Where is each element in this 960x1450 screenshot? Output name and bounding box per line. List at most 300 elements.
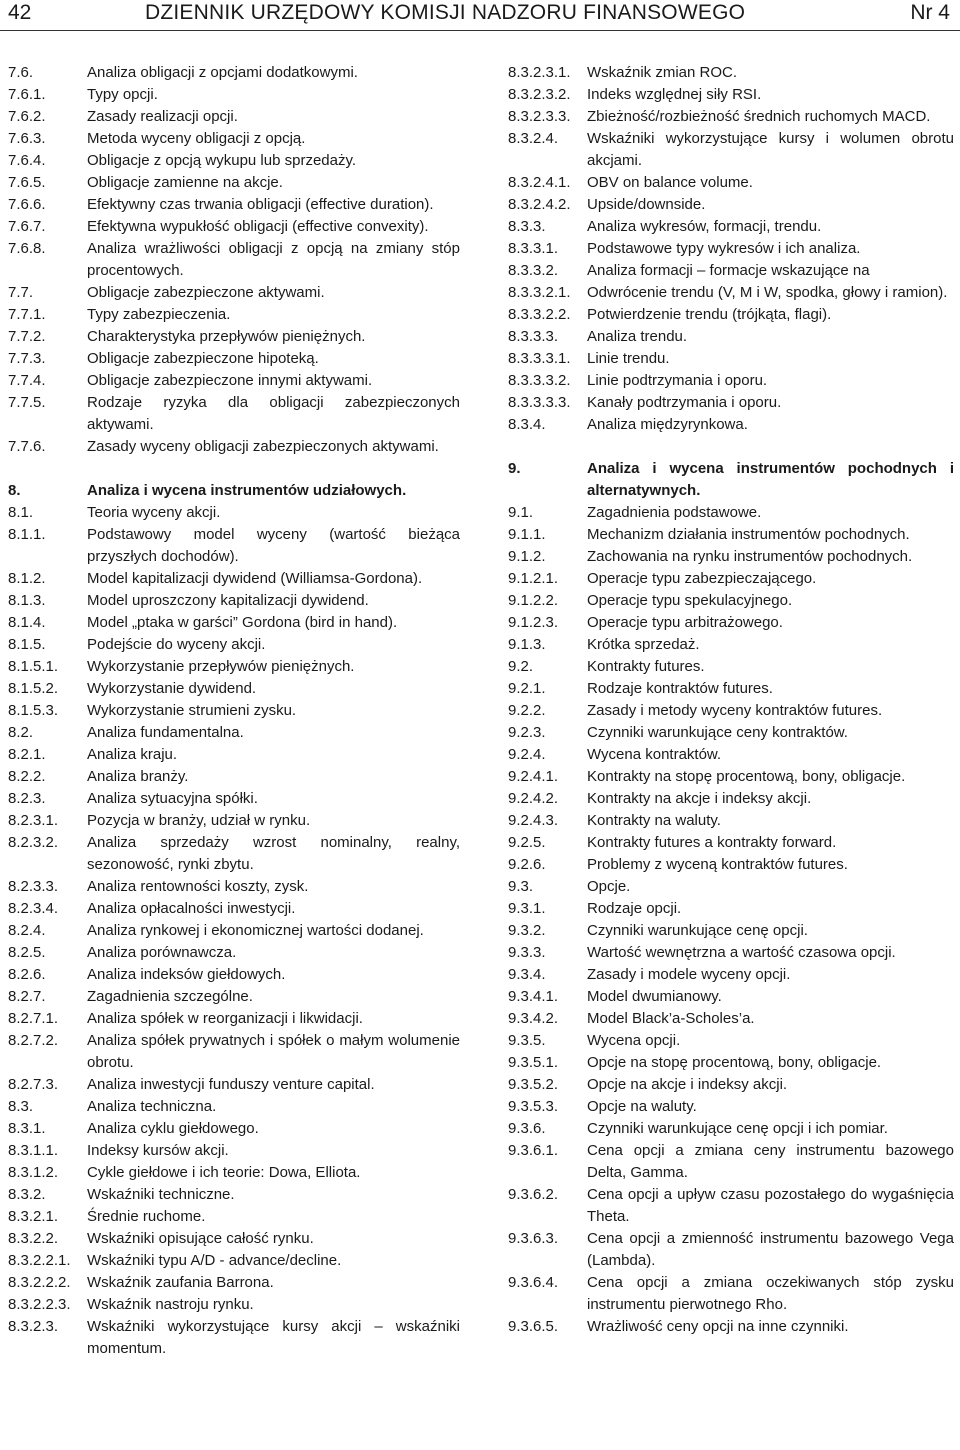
- item-text: Zagadnienia szczególne.: [87, 988, 253, 1005]
- item-text: Model kapitalizacji dywidend (Williamsa-Gordona).: [87, 570, 423, 587]
- item-text: Kontrakty na stopę procentową, bony, obligacje.: [587, 768, 906, 785]
- outline-item: [8, 832, 460, 876]
- item-text: Indeksy kursów akcji.: [87, 1142, 229, 1159]
- outline-item: [8, 62, 460, 84]
- outline-item: [8, 304, 460, 326]
- item-text: Krótka sprzedaż.: [587, 636, 700, 653]
- item-number: 8.3.2.2.2.: [8, 1274, 71, 1291]
- item-number: 9.3.5.: [508, 1032, 546, 1049]
- item-number: 8.3.3.2.2.: [508, 306, 571, 323]
- item-number: 9.2.4.3.: [508, 812, 559, 829]
- item-text: Analiza międzyrynkowa.: [587, 416, 748, 433]
- item-text: Analiza i wycena instrumentów pochodnych i alternatywnych.: [587, 460, 954, 499]
- item-text: Wskaźnik zmian ROC.: [587, 64, 738, 81]
- item-text: Czynniki warunkujące cenę opcji i ich pomiar.: [587, 1120, 888, 1137]
- outline-item: [8, 370, 460, 392]
- outline-item: [508, 194, 954, 216]
- outline-item: [8, 172, 460, 194]
- item-number: 8.3.2.4.: [508, 130, 559, 147]
- item-number: 8.1.5.1.: [8, 658, 59, 675]
- outline-item: [8, 282, 460, 304]
- item-text: Linie podtrzymania i oporu.: [587, 372, 768, 389]
- outline-item: [8, 1272, 460, 1294]
- page-header: [0, 0, 960, 34]
- item-number: 9.3.6.3.: [508, 1230, 559, 1247]
- item-text: Analiza formacji – formacje wskazujące na: [587, 262, 870, 279]
- outline-item: [508, 986, 954, 1008]
- item-text: Czynniki warunkujące cenę opcji.: [587, 922, 808, 939]
- outline-item: [8, 106, 460, 128]
- item-number: 8.3.3.2.1.: [508, 284, 571, 301]
- page-number: 42: [8, 1, 32, 24]
- item-text: Analiza cyklu giełdowego.: [87, 1120, 259, 1137]
- outline-item: [8, 1008, 460, 1030]
- outline-item: [508, 546, 954, 568]
- item-text: Wskaźniki opisujące całość rynku.: [87, 1230, 314, 1247]
- item-number: 8.3.3.3.: [508, 328, 559, 345]
- item-text: Potwierdzenie trendu (trójkąta, flagi).: [587, 306, 832, 323]
- item-number: 9.1.2.3.: [508, 614, 559, 631]
- item-text: Cena opcji a zmienność instrumentu bazowego Vega (Lambda).: [587, 1230, 954, 1269]
- item-text: Analiza indeksów giełdowych.: [87, 966, 286, 983]
- item-number: 8.2.7.3.: [8, 1076, 59, 1093]
- item-number: 8.2.3.2.: [8, 834, 59, 851]
- outline-item: [508, 1008, 954, 1030]
- outline-item: [508, 678, 954, 700]
- outline-item: [8, 810, 460, 832]
- item-text: Obligacje zabezpieczone hipoteką.: [87, 350, 319, 367]
- item-text: Rodzaje ryzyka dla obligacji zabezpieczonych aktywami.: [87, 394, 460, 433]
- item-number: 8.3.4.: [508, 416, 546, 433]
- outline-item: [8, 326, 460, 348]
- outline-item: [508, 854, 954, 876]
- item-number: 9.3.6.1.: [508, 1142, 559, 1159]
- item-number: 8.3.2.3.3.: [508, 108, 571, 125]
- item-text: Wrażliwość ceny opcji na inne czynniki.: [587, 1318, 849, 1335]
- item-number: 8.1.3.: [8, 592, 46, 609]
- item-number: 7.6.8.: [8, 240, 46, 257]
- item-number: 8.2.1.: [8, 746, 46, 763]
- item-number: 8.3.2.4.2.: [508, 196, 571, 213]
- item-number: 9.2.1.: [508, 680, 546, 697]
- item-text: Efektywna wypukłość obligacji (effective convexity).: [87, 218, 429, 235]
- outline-item: [508, 942, 954, 964]
- outline-item: [508, 1030, 954, 1052]
- item-text: Opcje na stopę procentową, bony, obligacje.: [587, 1054, 882, 1071]
- item-text: Kontrakty na waluty.: [587, 812, 721, 829]
- item-text: Obligacje z opcją wykupu lub sprzedaży.: [87, 152, 357, 169]
- item-number: 8.1.1.: [8, 526, 46, 543]
- item-text: Czynniki warunkujące ceny kontraktów.: [587, 724, 848, 741]
- item-text: Wykorzystanie dywidend.: [87, 680, 257, 697]
- item-number: 8.2.3.: [8, 790, 46, 807]
- item-text: Operacje typu arbitrażowego.: [587, 614, 783, 631]
- item-number: 8.3.1.1.: [8, 1142, 59, 1159]
- outline-item: [8, 612, 460, 634]
- outline-item: [508, 722, 954, 744]
- outline-item: [508, 590, 954, 612]
- item-number: 7.7.3.: [8, 350, 46, 367]
- item-text: Model dwumianowy.: [587, 988, 722, 1005]
- item-number: 8.3.2.3.: [8, 1318, 59, 1335]
- item-number: 8.3.3.3.2.: [508, 372, 571, 389]
- item-number: 8.1.5.: [8, 636, 46, 653]
- outline-item: [8, 128, 460, 150]
- item-text: Cena opcji a zmiana ceny instrumentu bazowego Delta, Gamma.: [587, 1142, 954, 1181]
- item-number: 9.3.4.1.: [508, 988, 559, 1005]
- item-number: 8.2.2.: [8, 768, 46, 785]
- issue-number: Nr 4: [910, 1, 950, 24]
- item-text: Zachowania na rynku instrumentów pochodnych.: [587, 548, 913, 565]
- outline-item: [508, 832, 954, 854]
- item-text: Analiza spółek w reorganizacji i likwidacji.: [87, 1010, 363, 1027]
- outline-item: [508, 612, 954, 634]
- item-number: 7.6.3.: [8, 130, 46, 147]
- outline-item: [8, 590, 460, 612]
- outline-item: [8, 876, 460, 898]
- outline-item: [508, 62, 954, 84]
- item-text: Analiza inwestycji funduszy venture capital.: [87, 1076, 375, 1093]
- outline-item: [508, 106, 954, 128]
- item-text: Kanały podtrzymania i oporu.: [587, 394, 782, 411]
- item-text: Odwrócenie trendu (V, M i W, spodka, głowy i ramion).: [587, 284, 948, 301]
- item-text: Analiza opłacalności inwestycji.: [87, 900, 296, 917]
- outline-item: [8, 898, 460, 920]
- item-number: 9.3.1.: [508, 900, 546, 917]
- outline-item: [508, 700, 954, 722]
- left-column: [8, 62, 460, 1360]
- item-number: 8.3.3.1.: [508, 240, 559, 257]
- item-number: 7.6.1.: [8, 86, 46, 103]
- item-text: Obligacje zabezpieczone innymi aktywami.: [87, 372, 373, 389]
- item-text: Wskaźniki wykorzystujące kursy akcji – wskaźniki momentum.: [87, 1318, 460, 1357]
- item-text: Podejście do wyceny akcji.: [87, 636, 266, 653]
- item-number: 7.7.2.: [8, 328, 46, 345]
- item-text: Pozycja w branży, udział w rynku.: [87, 812, 311, 829]
- item-text: Analiza sprzedaży wzrost nominalny, realny, sezonowość, rynki zbytu.: [87, 834, 460, 873]
- item-text: Indeks względnej siły RSI.: [587, 86, 762, 103]
- outline-item: [8, 1206, 460, 1228]
- item-number: 9.3.5.1.: [508, 1054, 559, 1071]
- item-number: 8.2.7.2.: [8, 1032, 59, 1049]
- outline-item: [8, 150, 460, 172]
- item-text: Typy opcji.: [87, 86, 158, 103]
- journal-title: DZIENNIK URZĘDOWY KOMISJI NADZORU FINANSOWEGO: [145, 1, 746, 24]
- item-number: 8.3.3.2.: [508, 262, 559, 279]
- section-spacer: [508, 436, 954, 458]
- outline-item: [508, 634, 954, 656]
- outline-item: [8, 1118, 460, 1140]
- outline-item: [508, 1140, 954, 1184]
- item-number: 9.3.: [508, 878, 534, 895]
- item-number: 9.1.3.: [508, 636, 546, 653]
- item-number: 9.2.5.: [508, 834, 546, 851]
- item-text: Wykorzystanie przepływów pieniężnych.: [87, 658, 355, 675]
- item-number: 9.3.3.: [508, 944, 546, 961]
- item-number: 8.3.2.: [8, 1186, 46, 1203]
- item-number: 9.3.5.3.: [508, 1098, 559, 1115]
- outline-item: [8, 1294, 460, 1316]
- item-number: 8.3.2.3.2.: [508, 86, 571, 103]
- item-number: 9.3.5.2.: [508, 1076, 559, 1093]
- item-text: Operacje typu spekulacyjnego.: [587, 592, 793, 609]
- outline-item: [8, 238, 460, 282]
- outline-item: [508, 1228, 954, 1272]
- outline-item: [508, 260, 954, 282]
- outline-item: [8, 524, 460, 568]
- item-number: 7.7.5.: [8, 394, 46, 411]
- item-text: Analiza porównawcza.: [87, 944, 237, 961]
- item-text: Metoda wyceny obligacji z opcją.: [87, 130, 306, 147]
- outline-item: [8, 1096, 460, 1118]
- outline-item: [508, 172, 954, 194]
- header-rule: [0, 30, 960, 31]
- item-text: Cykle giełdowe i ich teorie: Dowa, Elliota.: [87, 1164, 361, 1181]
- outline-item: [508, 128, 954, 172]
- item-text: Analiza obligacji z opcjami dodatkowymi.: [87, 64, 358, 81]
- item-number: 8.2.4.: [8, 922, 46, 939]
- item-number: 9.3.4.: [508, 966, 546, 983]
- outline-item: [8, 502, 460, 524]
- item-text: Opcje.: [587, 878, 631, 895]
- item-number: 7.6.5.: [8, 174, 46, 191]
- outline-item: [8, 678, 460, 700]
- section-heading: [508, 458, 954, 502]
- outline-item: [508, 326, 954, 348]
- item-number: 7.7.: [8, 284, 34, 301]
- outline-item: [508, 920, 954, 942]
- item-text: Wskaźnik nastroju rynku.: [87, 1296, 254, 1313]
- item-text: Analiza wykresów, formacji, trendu.: [587, 218, 822, 235]
- item-text: Typy zabezpieczenia.: [87, 306, 231, 323]
- item-number: 8.3.3.: [508, 218, 546, 235]
- outline-item: [508, 216, 954, 238]
- item-number: 8.: [8, 482, 21, 499]
- item-text: Operacje typu zabezpieczającego.: [587, 570, 817, 587]
- item-number: 8.1.4.: [8, 614, 46, 631]
- item-text: Cena opcji a upływ czasu pozostałego do wygaśnięcia Theta.: [587, 1186, 954, 1225]
- item-number: 9.1.1.: [508, 526, 546, 543]
- item-text: Obligacje zabezpieczone aktywami.: [87, 284, 325, 301]
- item-number: 7.6.: [8, 64, 34, 81]
- item-text: Kontrakty futures a kontrakty forward.: [587, 834, 837, 851]
- outline-item: [8, 1228, 460, 1250]
- item-text: Średnie ruchome.: [87, 1208, 206, 1225]
- outline-item: [8, 568, 460, 590]
- item-number: 8.1.: [8, 504, 34, 521]
- outline-item: [8, 788, 460, 810]
- outline-item: [508, 414, 954, 436]
- item-text: Charakterystyka przepływów pieniężnych.: [87, 328, 366, 345]
- outline-item: [8, 392, 460, 436]
- item-number: 8.1.2.: [8, 570, 46, 587]
- outline-item: [508, 304, 954, 326]
- outline-item: [508, 1316, 954, 1338]
- outline-item: [508, 1184, 954, 1228]
- item-text: Wskaźniki typu A/D - advance/decline.: [87, 1252, 342, 1269]
- item-number: 8.2.3.1.: [8, 812, 59, 829]
- outline-item: [8, 436, 460, 458]
- item-text: Analiza spółek prywatnych i spółek o małym wolumenie obrotu.: [87, 1032, 460, 1071]
- item-text: Problemy z wyceną kontraktów futures.: [587, 856, 848, 873]
- outline-item: [8, 656, 460, 678]
- item-number: 7.6.6.: [8, 196, 46, 213]
- item-number: 8.3.2.2.: [8, 1230, 59, 1247]
- item-text: Zasady realizacji opcji.: [87, 108, 238, 125]
- item-number: 8.3.2.2.1.: [8, 1252, 71, 1269]
- item-text: Podstawowe typy wykresów i ich analiza.: [587, 240, 861, 257]
- section-heading: [8, 480, 460, 502]
- item-text: Wycena kontraktów.: [587, 746, 722, 763]
- item-number: 8.3.2.4.1.: [508, 174, 571, 191]
- item-number: 7.7.6.: [8, 438, 46, 455]
- item-number: 9.1.2.2.: [508, 592, 559, 609]
- outline-item: [8, 1184, 460, 1206]
- outline-item: [508, 1052, 954, 1074]
- item-text: Zasady wyceny obligacji zabezpieczonych aktywami.: [87, 438, 439, 455]
- item-text: Rodzaje kontraktów futures.: [587, 680, 773, 697]
- outline-item: [508, 898, 954, 920]
- outline-item: [508, 876, 954, 898]
- item-number: 8.3.3.3.1.: [508, 350, 571, 367]
- outline-item: [8, 942, 460, 964]
- outline-item: [8, 1250, 460, 1272]
- item-number: 8.3.3.3.3.: [508, 394, 571, 411]
- outline-item: [508, 238, 954, 260]
- item-number: 8.2.6.: [8, 966, 46, 983]
- item-text: Cena opcji a zmiana oczekiwanych stóp zysku instrumentu pierwotnego Rho.: [587, 1274, 954, 1313]
- outline-item: [508, 392, 954, 414]
- item-number: 9.2.2.: [508, 702, 546, 719]
- item-number: 8.3.1.: [8, 1120, 46, 1137]
- outline-item: [508, 282, 954, 304]
- outline-item: [8, 84, 460, 106]
- outline-item: [8, 920, 460, 942]
- outline-item: [508, 502, 954, 524]
- outline-item: [508, 744, 954, 766]
- item-number: 9.1.: [508, 504, 534, 521]
- item-text: Model Black’a-Scholes’a.: [587, 1010, 755, 1027]
- outline-item: [508, 1272, 954, 1316]
- item-text: Kontrakty futures.: [587, 658, 705, 675]
- outline-item: [508, 1074, 954, 1096]
- outline-item: [508, 810, 954, 832]
- item-text: Upside/downside.: [587, 196, 706, 213]
- item-text: Podstawowy model wyceny (wartość bieżąca przyszłych dochodów).: [87, 526, 460, 565]
- item-text: Wartość wewnętrzna a wartość czasowa opcji.: [587, 944, 896, 961]
- item-text: Opcje na akcje i indeksy akcji.: [587, 1076, 788, 1093]
- item-number: 9.1.2.: [508, 548, 546, 565]
- outline-item: [8, 986, 460, 1008]
- item-text: Efektywny czas trwania obligacji (effective duration).: [87, 196, 434, 213]
- item-number: 8.2.5.: [8, 944, 46, 961]
- item-text: Rodzaje opcji.: [587, 900, 682, 917]
- outline-item: [8, 1140, 460, 1162]
- item-number: 8.1.5.3.: [8, 702, 59, 719]
- item-number: 9.1.2.1.: [508, 570, 559, 587]
- item-number: 7.6.2.: [8, 108, 46, 125]
- item-text: Analiza rynkowej i ekonomicznej wartości dodanej.: [87, 922, 424, 939]
- item-number: 8.2.7.: [8, 988, 46, 1005]
- outline-item: [508, 964, 954, 986]
- item-number: 7.6.7.: [8, 218, 46, 235]
- item-number: 8.2.7.1.: [8, 1010, 59, 1027]
- item-number: 8.3.2.3.1.: [508, 64, 571, 81]
- outline-item: [8, 1162, 460, 1184]
- item-number: 8.1.5.2.: [8, 680, 59, 697]
- item-number: 9.3.6.5.: [508, 1318, 559, 1335]
- item-text: Analiza kraju.: [87, 746, 178, 763]
- item-text: Linie trendu.: [587, 350, 670, 367]
- outline-item: [8, 1030, 460, 1074]
- outline-item: [8, 634, 460, 656]
- item-number: 8.3.2.2.3.: [8, 1296, 71, 1313]
- item-number: 7.7.1.: [8, 306, 46, 323]
- outline-item: [8, 744, 460, 766]
- item-number: 9.2.4.2.: [508, 790, 559, 807]
- outline-item: [508, 524, 954, 546]
- outline-item: [8, 1074, 460, 1096]
- outline-item: [8, 216, 460, 238]
- outline-item: [508, 348, 954, 370]
- item-text: Wskaźniki wykorzystujące kursy i wolumen obrotu akcjami.: [587, 130, 954, 169]
- item-number: 8.3.2.1.: [8, 1208, 59, 1225]
- item-number: 9.2.: [508, 658, 534, 675]
- item-text: Model uproszczony kapitalizacji dywidend.: [87, 592, 369, 609]
- outline-item: [8, 722, 460, 744]
- item-number: 8.2.3.3.: [8, 878, 59, 895]
- item-number: 9.2.3.: [508, 724, 546, 741]
- item-text: Analiza branży.: [87, 768, 189, 785]
- item-text: Wskaźniki techniczne.: [87, 1186, 235, 1203]
- item-text: Zbieżność/rozbieżność średnich ruchomych MACD.: [587, 108, 931, 125]
- item-number: 9.3.6.4.: [508, 1274, 559, 1291]
- outline-item: [8, 194, 460, 216]
- outline-item: [508, 84, 954, 106]
- item-number: 8.2.: [8, 724, 34, 741]
- item-text: Analiza wrażliwości obligacji z opcją na zmiany stóp procentowych.: [87, 240, 460, 279]
- item-number: 7.7.4.: [8, 372, 46, 389]
- outline-item: [8, 964, 460, 986]
- item-text: Wykorzystanie strumieni zysku.: [87, 702, 297, 719]
- item-text: OBV on balance volume.: [587, 174, 753, 191]
- item-number: 9.2.6.: [508, 856, 546, 873]
- right-column: [508, 62, 954, 1338]
- outline-item: [8, 348, 460, 370]
- outline-item: [508, 568, 954, 590]
- item-number: 9.2.4.1.: [508, 768, 559, 785]
- outline-item: [8, 700, 460, 722]
- outline-item: [508, 788, 954, 810]
- item-text: Zasady i metody wyceny kontraktów futures.: [587, 702, 883, 719]
- item-number: 9.: [508, 460, 521, 477]
- item-number: 9.3.6.2.: [508, 1186, 559, 1203]
- item-text: Analiza trendu.: [587, 328, 688, 345]
- item-text: Model „ptaka w garści” Gordona (bird in hand).: [87, 614, 398, 631]
- outline-item: [8, 766, 460, 788]
- outline-item: [508, 766, 954, 788]
- outline-item: [508, 1096, 954, 1118]
- outline-item: [508, 1118, 954, 1140]
- outline-item: [508, 370, 954, 392]
- item-number: 8.3.: [8, 1098, 34, 1115]
- item-number: 9.3.4.2.: [508, 1010, 559, 1027]
- item-text: Wycena opcji.: [587, 1032, 681, 1049]
- item-number: 9.3.2.: [508, 922, 546, 939]
- outline-item: [508, 656, 954, 678]
- item-text: Zasady i modele wyceny opcji.: [587, 966, 791, 983]
- item-text: Analiza techniczna.: [87, 1098, 217, 1115]
